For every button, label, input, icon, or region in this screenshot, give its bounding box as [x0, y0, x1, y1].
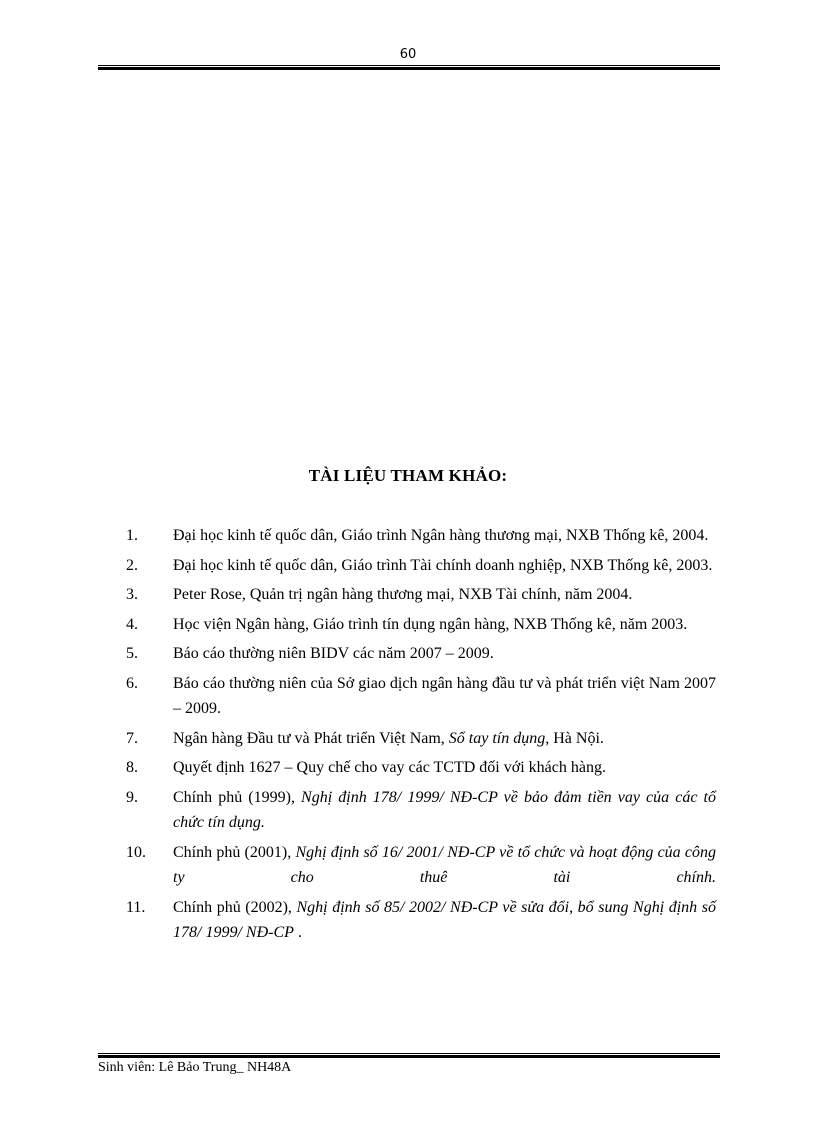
reference-text [173, 726, 716, 752]
reference-title-italic: Sổ tay tín dụng [448, 729, 546, 747]
reference-item [126, 785, 716, 836]
reference-item [126, 671, 716, 722]
reference-text [173, 895, 716, 946]
reference-text-part: Đại học kinh tế quốc dân, Giáo trình Tài chính doanh nghiệp, NXB Thống kê, 2003. [173, 556, 713, 574]
reference-title-italic: Nghị định 178/ 1999/ NĐ-CP về bảo đảm tiền vay của các tổ chức tín dụng. [173, 788, 716, 831]
reference-item [126, 755, 716, 781]
reference-text-part: Chính phủ (2001), [173, 843, 296, 861]
reference-number: 3. [126, 586, 138, 603]
reference-text [173, 671, 716, 722]
reference-text [173, 641, 716, 667]
reference-text-part: , Hà Nội. [545, 729, 604, 747]
reference-text-part: Báo cáo thường niên BIDV các năm 2007 – 2009. [173, 645, 494, 662]
reference-item [126, 726, 716, 752]
page-title: TÀI LIỆU THAM KHẢO: [308, 466, 508, 485]
reference-number: 11. [126, 898, 146, 916]
reference-item [126, 895, 716, 946]
page-number: 60 [399, 47, 417, 62]
reference-title-italic: Nghị định số 16/ 2001/ NĐ-CP về tổ chức và hoạt động của công ty cho thuê tài chính. [173, 843, 716, 886]
reference-text-part: Đại học kinh tế quốc dân, Giáo trình Ngân hàng thương mại, NXB Thống kê, 2004. [173, 527, 709, 544]
reference-number: 2. [126, 556, 138, 574]
reference-text-part: Chính phủ (1999), [173, 788, 302, 806]
reference-number: 10. [126, 843, 146, 861]
reference-item [126, 641, 716, 667]
reference-text [173, 523, 716, 549]
reference-text-part: . [293, 924, 302, 941]
reference-number: 8. [126, 759, 138, 776]
reference-number: 4. [126, 615, 138, 633]
footer-rule [98, 1053, 720, 1058]
reference-text-part: Chính phủ (2002), [173, 898, 297, 916]
reference-item [126, 553, 716, 579]
reference-text-part: Peter Rose, Quản trị ngân hàng thương mại, NXB Tài chính, năm 2004. [173, 586, 633, 603]
reference-number: 5. [126, 645, 138, 662]
reference-text [173, 755, 716, 781]
reference-text-part: Học viện Ngân hàng, Giáo trình tín dụng ngân hàng, NXB Thống kê, năm 2003. [173, 615, 688, 633]
reference-item [126, 523, 716, 549]
reference-text-part: Báo cáo thường niên của Sở giao dịch ngân hàng đầu tư và phát triển việt Nam 2007 – 2009. [173, 674, 716, 717]
reference-number: 7. [126, 729, 138, 747]
reference-item [126, 582, 716, 608]
reference-number: 9. [126, 788, 138, 806]
header-rule [98, 65, 720, 70]
reference-text [173, 582, 716, 608]
reference-number: 1. [126, 527, 138, 544]
reference-number: 6. [126, 674, 138, 692]
reference-text [173, 840, 716, 891]
reference-title-italic: Nghị định số 85/ 2002/ NĐ-CP về sửa đổi, bổ sung Nghị định số 178/ 1999/ NĐ-CP [173, 898, 716, 941]
reference-text-part: Ngân hàng Đầu tư và Phát triển Việt Nam, [173, 729, 449, 747]
reference-text [173, 612, 716, 638]
reference-list [126, 523, 716, 950]
footer-student: Sinh viên: Lê Bảo Trung_ NH48A [98, 1060, 292, 1075]
reference-text [173, 553, 716, 579]
reference-text [173, 785, 716, 836]
reference-item [126, 840, 716, 891]
reference-text-part: Quyết định 1627 – Quy chế cho vay các TCTD đối với khách hàng. [173, 759, 606, 776]
reference-item [126, 612, 716, 638]
